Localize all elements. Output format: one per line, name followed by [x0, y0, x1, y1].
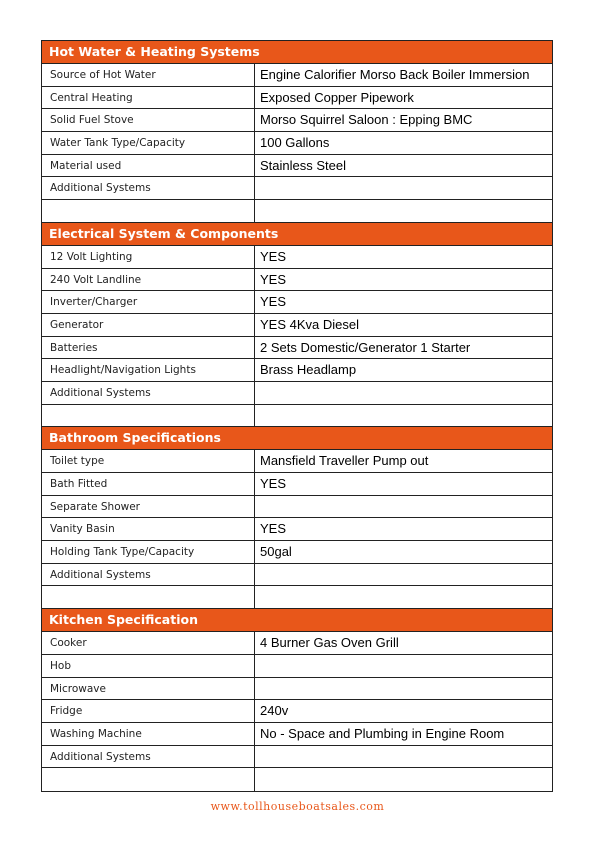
section-header: Electrical System & Components: [42, 223, 552, 246]
spec-sheet: [41, 40, 553, 792]
spec-row: [42, 723, 552, 746]
spec-value: No - Space and Plumbing in Engine Room: [260, 725, 505, 741]
spec-value: Mansfield Traveller Pump out: [260, 453, 429, 469]
spec-row: [42, 473, 552, 496]
spec-label: Holding Tank Type/Capacity: [42, 541, 255, 563]
spec-value: [255, 564, 552, 586]
spec-label: [42, 768, 255, 791]
spec-value: YES 4Kva Diesel: [260, 316, 359, 332]
spec-label: Separate Shower: [42, 496, 255, 518]
spec-row: [42, 632, 552, 655]
spec-value: [255, 746, 552, 768]
section-header: Bathroom Specifications: [42, 427, 552, 450]
spec-value: Brass Headlamp: [260, 362, 357, 378]
spec-label: [42, 405, 255, 427]
spec-value: [255, 768, 552, 791]
spec-row: [42, 200, 552, 223]
spec-label: 240 Volt Landline: [42, 269, 255, 291]
spec-value: YES: [260, 248, 287, 264]
spec-row: [42, 64, 552, 87]
spec-label: [42, 200, 255, 222]
spec-row: [42, 564, 552, 587]
spec-row: [42, 155, 552, 178]
spec-label: Solid Fuel Stove: [42, 109, 255, 131]
spec-row: [42, 700, 552, 723]
spec-row: [42, 768, 552, 791]
spec-value: YES: [260, 294, 287, 310]
spec-row: [42, 405, 552, 428]
spec-label: Microwave: [42, 678, 255, 700]
spec-row: [42, 655, 552, 678]
spec-value: YES: [260, 271, 287, 287]
spec-label: Headlight/Navigation Lights: [42, 359, 255, 381]
spec-label: Cooker: [42, 632, 255, 654]
spec-label: Hob: [42, 655, 255, 677]
spec-label: Fridge: [42, 700, 255, 722]
spec-value: Exposed Copper Pipework: [260, 89, 414, 105]
spec-value: [255, 655, 552, 677]
spec-value: 100 Gallons: [260, 135, 330, 151]
spec-value: [255, 382, 552, 404]
spec-label: [42, 586, 255, 608]
spec-value: YES: [260, 476, 287, 491]
spec-value: YES: [260, 521, 287, 537]
spec-row: [42, 359, 552, 382]
spec-row: [42, 269, 552, 292]
spec-value: [255, 586, 552, 608]
spec-label: Material used: [42, 155, 255, 177]
spec-label: Washing Machine: [42, 723, 255, 745]
spec-row: [42, 496, 552, 519]
spec-row: [42, 450, 552, 473]
spec-value: 240v: [260, 703, 289, 719]
spec-label: 12 Volt Lighting: [42, 246, 255, 268]
spec-value: 4 Burner Gas Oven Grill: [260, 635, 399, 651]
footer-website-link[interactable]: www.tollhouseboatsales.com: [210, 800, 385, 813]
spec-value: [255, 678, 552, 700]
spec-row: [42, 246, 552, 269]
spec-value: [255, 200, 552, 222]
spec-value: Morso Squirrel Saloon : Epping BMC: [260, 112, 473, 128]
spec-value: [255, 177, 552, 199]
spec-label: Bath Fitted: [42, 473, 255, 495]
spec-row: [42, 87, 552, 110]
spec-label: Source of Hot Water: [42, 64, 255, 86]
spec-label: Toilet type: [42, 450, 255, 472]
spec-row: [42, 337, 552, 360]
spec-row: [42, 518, 552, 541]
spec-label: Batteries: [42, 337, 255, 359]
spec-label: Additional Systems: [42, 382, 255, 404]
spec-row: [42, 177, 552, 200]
spec-label: Additional Systems: [42, 746, 255, 768]
spec-label: Generator: [42, 314, 255, 336]
spec-value: [255, 496, 552, 518]
spec-label: Vanity Basin: [42, 518, 255, 540]
spec-value: 50gal: [260, 544, 292, 560]
spec-row: [42, 132, 552, 155]
spec-row: [42, 586, 552, 609]
spec-row: [42, 314, 552, 337]
spec-row: [42, 109, 552, 132]
spec-value: [255, 405, 552, 427]
spec-row: [42, 541, 552, 564]
spec-label: Additional Systems: [42, 564, 255, 586]
spec-row: [42, 678, 552, 701]
spec-label: Additional Systems: [42, 177, 255, 199]
spec-value: Engine Calorifier Morso Back Boiler Immersion: [260, 67, 530, 82]
spec-row: [42, 382, 552, 405]
spec-row: [42, 291, 552, 314]
spec-label: Inverter/Charger: [42, 291, 255, 313]
spec-value: 2 Sets Domestic/Generator 1 Starter: [260, 339, 471, 355]
section-header: Kitchen Specification: [42, 609, 552, 632]
spec-row: [42, 746, 552, 769]
spec-label: Central Heating: [42, 87, 255, 109]
spec-label: Water Tank Type/Capacity: [42, 132, 255, 154]
spec-value: Stainless Steel: [260, 157, 346, 173]
section-header: Hot Water & Heating Systems: [42, 41, 552, 64]
